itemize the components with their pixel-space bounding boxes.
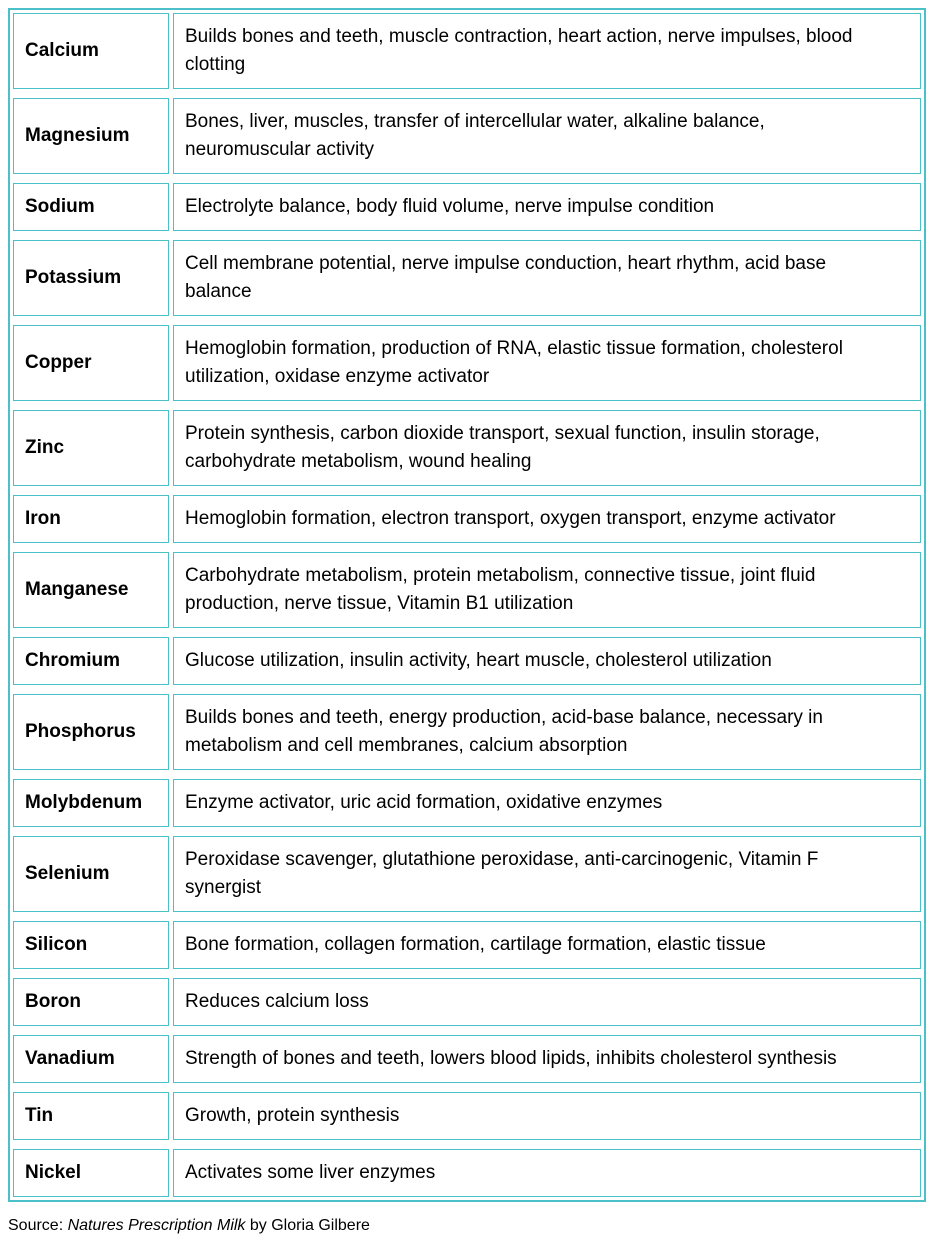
mineral-name-cell	[13, 978, 169, 1026]
table-row	[13, 495, 921, 543]
table-row	[13, 836, 921, 912]
mineral-function: Cell membrane potential, nerve impulse conduction, heart rhythm, acid base balance	[185, 253, 827, 302]
mineral-function-cell	[173, 325, 921, 401]
table-row	[13, 325, 921, 401]
table-row	[13, 1035, 921, 1083]
source-author: by Gloria Gilbere	[245, 1217, 370, 1234]
mineral-name: Sodium	[25, 196, 95, 217]
mineral-name: Vanadium	[25, 1048, 115, 1069]
mineral-function-cell	[173, 13, 921, 89]
mineral-name-cell	[13, 1092, 169, 1140]
mineral-function: Enzyme activator, uric acid formation, oxidative enzymes	[185, 792, 663, 813]
mineral-name: Calcium	[25, 40, 99, 61]
mineral-function-cell	[173, 836, 921, 912]
mineral-name: Potassium	[25, 267, 122, 288]
table-row	[13, 694, 921, 770]
mineral-function: Hemoglobin formation, production of RNA, elastic tissue formation, cholesterol utilization, oxidase enzyme activator	[185, 338, 843, 387]
mineral-function: Reduces calcium loss	[185, 991, 369, 1012]
mineral-name: Manganese	[25, 579, 129, 600]
table-row	[13, 552, 921, 628]
mineral-name-cell	[13, 1149, 169, 1197]
mineral-function-cell	[173, 921, 921, 969]
mineral-function-cell	[173, 637, 921, 685]
mineral-name: Iron	[25, 508, 61, 529]
mineral-function: Strength of bones and teeth, lowers blood lipids, inhibits cholesterol synthesis	[185, 1048, 837, 1069]
minerals-table	[8, 8, 926, 1202]
mineral-function-cell	[173, 240, 921, 316]
mineral-name-cell	[13, 1035, 169, 1083]
mineral-function: Hemoglobin formation, electron transport, oxygen transport, enzyme activator	[185, 508, 836, 529]
source-book-title: Natures Prescription Milk	[67, 1217, 246, 1234]
mineral-name: Copper	[25, 352, 92, 373]
mineral-name-cell	[13, 495, 169, 543]
mineral-name: Silicon	[25, 934, 88, 955]
mineral-name: Phosphorus	[25, 721, 136, 742]
mineral-name-cell	[13, 694, 169, 770]
mineral-function: Growth, protein synthesis	[185, 1105, 400, 1126]
mineral-name: Chromium	[25, 650, 120, 671]
mineral-name-cell	[13, 98, 169, 174]
mineral-name-cell	[13, 240, 169, 316]
table-row	[13, 978, 921, 1026]
mineral-name-cell	[13, 325, 169, 401]
mineral-function: Electrolyte balance, body fluid volume, nerve impulse condition	[185, 196, 715, 217]
mineral-function: Builds bones and teeth, muscle contraction, heart action, nerve impulses, blood clotting	[185, 26, 853, 75]
mineral-function-cell	[173, 410, 921, 486]
mineral-name: Nickel	[25, 1162, 81, 1183]
mineral-name: Zinc	[25, 437, 65, 458]
source-line	[8, 1216, 933, 1236]
mineral-name-cell	[13, 779, 169, 827]
source-label: Source:	[8, 1217, 68, 1234]
mineral-function-cell	[173, 552, 921, 628]
mineral-name: Tin	[25, 1105, 54, 1126]
mineral-function: Carbohydrate metabolism, protein metabolism, connective tissue, joint fluid production, nerve tissue, Vitamin B1 utilization	[185, 565, 816, 614]
table-row	[13, 921, 921, 969]
mineral-function-cell	[173, 1149, 921, 1197]
table-row	[13, 779, 921, 827]
mineral-name-cell	[13, 637, 169, 685]
mineral-function: Builds bones and teeth, energy production, acid-base balance, necessary in metabolism and cell membranes, calcium absorption	[185, 707, 823, 756]
mineral-function-cell	[173, 98, 921, 174]
mineral-name: Magnesium	[25, 125, 130, 146]
mineral-name-cell	[13, 183, 169, 231]
mineral-function-cell	[173, 1035, 921, 1083]
mineral-name-cell	[13, 921, 169, 969]
table-row	[13, 1092, 921, 1140]
mineral-name: Molybdenum	[25, 792, 143, 813]
mineral-function-cell	[173, 1092, 921, 1140]
mineral-function-cell	[173, 694, 921, 770]
table-row	[13, 98, 921, 174]
mineral-function-cell	[173, 183, 921, 231]
mineral-function: Activates some liver enzymes	[185, 1162, 436, 1183]
mineral-function: Peroxidase scavenger, glutathione peroxidase, anti-carcinogenic, Vitamin F synergist	[185, 849, 819, 898]
mineral-function-cell	[173, 978, 921, 1026]
mineral-function: Bone formation, collagen formation, cartilage formation, elastic tissue	[185, 934, 766, 955]
mineral-name: Selenium	[25, 863, 110, 884]
table-row	[13, 240, 921, 316]
table-row	[13, 410, 921, 486]
mineral-function-cell	[173, 495, 921, 543]
mineral-name-cell	[13, 552, 169, 628]
mineral-name-cell	[13, 13, 169, 89]
mineral-name-cell	[13, 836, 169, 912]
mineral-function: Bones, liver, muscles, transfer of intercellular water, alkaline balance, neuromuscular activity	[185, 111, 765, 160]
table-row	[13, 13, 921, 89]
table-row	[13, 1149, 921, 1197]
mineral-function: Protein synthesis, carbon dioxide transport, sexual function, insulin storage, carbohydrate metabolism, wound healing	[185, 423, 820, 472]
table-row	[13, 183, 921, 231]
mineral-name: Boron	[25, 991, 81, 1012]
mineral-function: Glucose utilization, insulin activity, heart muscle, cholesterol utilization	[185, 650, 772, 671]
table-row	[13, 637, 921, 685]
mineral-name-cell	[13, 410, 169, 486]
mineral-function-cell	[173, 779, 921, 827]
